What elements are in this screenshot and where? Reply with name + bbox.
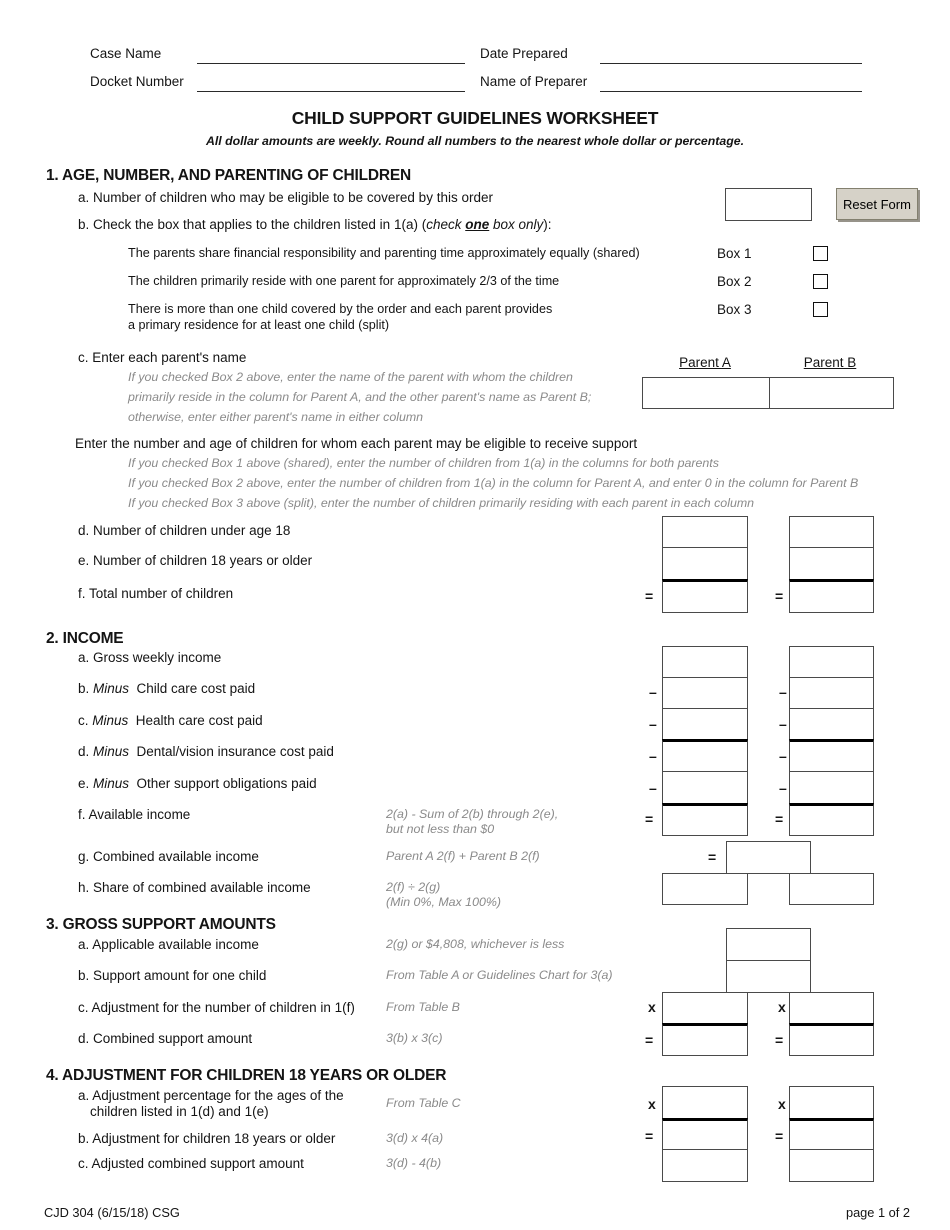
field-2a-label: a. Gross weekly income	[78, 650, 222, 665]
field-1c-note2: primarily reside in the column for Parent A, and the other parent's name as Parent B;	[128, 390, 592, 404]
field-2e-minus-word: Minus	[93, 776, 130, 791]
field-4c-label: c. Adjusted combined support amount	[78, 1156, 304, 1171]
field-2d-rest: Dental/vision insurance cost paid	[129, 744, 334, 759]
field-1b-label-post: ):	[543, 217, 552, 232]
field-2a-parent-a[interactable]	[662, 646, 748, 678]
field-4a-label-line2: children listed in 1(d) and 1(e)	[90, 1104, 269, 1119]
field-2b-label	[78, 681, 255, 696]
field-2c-parent-a[interactable]	[662, 708, 748, 740]
field-2h-parent-a[interactable]	[662, 873, 748, 905]
minus-2c-a: –	[649, 716, 657, 732]
field-1e-parent-a[interactable]	[662, 547, 748, 580]
section3-heading: 3. GROSS SUPPORT AMOUNTS	[46, 916, 276, 933]
field-2e-parent-a[interactable]	[662, 771, 748, 804]
field-2c-minus-word: Minus	[92, 713, 129, 728]
field-1d-label: d. Number of children under age 18	[78, 523, 291, 538]
field-3d-label: d. Combined support amount	[78, 1031, 253, 1046]
reset-form-button[interactable]: Reset Form	[836, 188, 918, 220]
minus-2b-b: –	[779, 684, 787, 700]
field-2f-hint1: 2(a) - Sum of 2(b) through 2(e),	[386, 807, 559, 821]
field-4a-parent-b[interactable]	[789, 1086, 874, 1119]
enter-children-note1: If you checked Box 1 above (shared), enter the number of children from 1(a) in the columns for both parents	[128, 456, 719, 470]
field-4a-hint: From Table C	[386, 1096, 461, 1110]
equals-2f-a: =	[645, 811, 654, 827]
field-1e-parent-b[interactable]	[789, 547, 874, 580]
field-2h-hint2: (Min 0%, Max 100%)	[386, 895, 501, 909]
equals-2f-b: =	[775, 811, 784, 827]
field-3c-label: c. Adjustment for the number of children in 1(f)	[78, 1000, 355, 1015]
field-1f-label: f. Total number of children	[78, 586, 234, 601]
field-3a-hint: 2(g) or $4,808, whichever is less	[386, 937, 565, 951]
field-3a-input[interactable]	[726, 928, 811, 961]
field-2a-parent-b[interactable]	[789, 646, 874, 678]
page-number: page 1 of 2	[845, 1205, 910, 1220]
box1-checkbox[interactable]	[813, 246, 828, 261]
box2-label: Box 2	[717, 274, 752, 289]
minus-2c-b: –	[779, 716, 787, 732]
field-1d-parent-a[interactable]	[662, 516, 748, 548]
equals-2g: =	[708, 849, 717, 865]
field-2b-rest: Child care cost paid	[129, 681, 256, 696]
field-1d-parent-b[interactable]	[789, 516, 874, 548]
option2-text: The children primarily reside with one parent for approximately 2/3 of the time	[128, 274, 560, 288]
section1-heading: 1. AGE, NUMBER, AND PARENTING OF CHILDREN	[46, 167, 411, 184]
field-1b-label-pre: b. Check the box that applies to the children listed in 1(a) (	[78, 217, 427, 232]
field-2h-parent-b[interactable]	[789, 873, 874, 905]
field-4b-parent-a[interactable]	[662, 1118, 748, 1150]
field-2d-parent-b[interactable]	[789, 739, 874, 772]
section2-heading: 2. INCOME	[46, 630, 124, 647]
field-1a-label: a. Number of children who may be eligible to be covered by this order	[78, 190, 493, 205]
times-3c-b: x	[778, 999, 786, 1015]
enter-children-note3: If you checked Box 3 above (split), enter the number of children primarily residing with each parent in each column	[128, 496, 755, 510]
field-2d-parent-a[interactable]	[662, 739, 748, 772]
parent-name-fields	[642, 377, 894, 409]
minus-2d-b: –	[779, 748, 787, 764]
parent-b-header: Parent B	[803, 355, 857, 370]
minus-2e-b: –	[779, 780, 787, 796]
equals-1f-a: =	[645, 588, 654, 604]
minus-2e-a: –	[649, 780, 657, 796]
option1-text: The parents share financial responsibility and parenting time approximately equally (shared)	[128, 246, 640, 260]
field-2c-parent-b[interactable]	[789, 708, 874, 740]
equals-4b-b: =	[775, 1128, 784, 1144]
field-2d-label	[78, 744, 334, 759]
field-2d-pre: d.	[78, 744, 94, 759]
minus-2b-a: –	[649, 684, 657, 700]
field-3d-hint: 3(b) x 3(c)	[386, 1031, 443, 1045]
section4-heading: 4. ADJUSTMENT FOR CHILDREN 18 YEARS OR OLDER	[46, 1067, 447, 1084]
case-name-label: Case Name	[90, 46, 162, 61]
field-1b-label-italic2: box only	[489, 217, 544, 232]
field-2g-hint: Parent A 2(f) + Parent B 2(f)	[386, 849, 540, 863]
case-name-field[interactable]	[197, 44, 465, 64]
parent-a-header: Parent A	[679, 355, 731, 370]
field-2f-parent-a[interactable]	[662, 803, 748, 836]
field-1e-label: e. Number of children 18 years or older	[78, 553, 313, 568]
field-2c-rest: Health care cost paid	[128, 713, 263, 728]
field-3c-parent-a[interactable]	[662, 992, 748, 1024]
field-2b-pre: b.	[78, 681, 94, 696]
field-2g-combined[interactable]	[726, 841, 811, 874]
parent-b-name-field[interactable]	[770, 378, 893, 408]
field-3d-parent-a[interactable]	[662, 1023, 748, 1056]
field-4c-parent-a[interactable]	[662, 1149, 748, 1182]
page-subtitle: All dollar amounts are weekly. Round all numbers to the nearest whole dollar or percentage.	[205, 134, 744, 148]
field-2d-minus-word: Minus	[93, 744, 130, 759]
field-3a-label: a. Applicable available income	[78, 937, 259, 952]
field-4c-parent-b[interactable]	[789, 1149, 874, 1182]
field-4a-label-line1: a. Adjustment percentage for the ages of the	[78, 1088, 344, 1103]
box3-checkbox[interactable]	[813, 302, 828, 317]
equals-4b-a: =	[645, 1128, 654, 1144]
field-2h-label: h. Share of combined available income	[78, 880, 311, 895]
field-2e-parent-b[interactable]	[789, 771, 874, 804]
field-2g-label: g. Combined available income	[78, 849, 259, 864]
times-3c-a: x	[648, 999, 656, 1015]
option3-text-line2: a primary residence for at least one child (split)	[128, 318, 390, 332]
preparer-field[interactable]	[600, 72, 862, 92]
times-4a-b: x	[778, 1096, 786, 1112]
equals-3d-a: =	[645, 1032, 654, 1048]
equals-3d-b: =	[775, 1032, 784, 1048]
field-1f-parent-b[interactable]	[789, 579, 874, 613]
equals-1f-b: =	[775, 588, 784, 604]
docket-number-label: Docket Number	[90, 74, 184, 89]
box3-label: Box 3	[717, 302, 752, 317]
field-2b-minus-word: Minus	[93, 681, 130, 696]
parent-a-name-field[interactable]	[643, 378, 769, 408]
option3-text-line1: There is more than one child covered by the order and each parent provides	[128, 302, 553, 316]
field-1f-parent-a[interactable]	[662, 579, 748, 613]
field-3c-hint: From Table B	[386, 1000, 460, 1014]
field-1b-label	[78, 217, 552, 232]
form-number: CJD 304 (6/15/18) CSG	[44, 1205, 180, 1220]
box1-label: Box 1	[717, 246, 752, 261]
field-4a-parent-a[interactable]	[662, 1086, 748, 1119]
field-4c-hint: 3(d) - 4(b)	[386, 1156, 442, 1170]
field-2c-label	[78, 713, 263, 728]
field-4b-label: b. Adjustment for children 18 years or older	[78, 1131, 336, 1146]
field-1c-note1: If you checked Box 2 above, enter the name of the parent with whom the children	[128, 370, 573, 384]
field-2f-parent-b[interactable]	[789, 803, 874, 836]
field-2h-hint1: 2(f) ÷ 2(g)	[386, 880, 441, 894]
field-2f-label: f. Available income	[78, 807, 191, 822]
box2-checkbox[interactable]	[813, 274, 828, 289]
field-2e-label	[78, 776, 317, 791]
times-4a-a: x	[648, 1096, 656, 1112]
docket-number-field[interactable]	[197, 72, 465, 92]
field-2f-hint2: but not less than $0	[386, 822, 495, 836]
field-3b-hint: From Table A or Guidelines Chart for 3(a)	[386, 968, 613, 982]
field-2b-parent-a[interactable]	[662, 677, 748, 709]
field-2c-pre: c.	[78, 713, 93, 728]
field-2e-pre: e.	[78, 776, 94, 791]
field-3c-parent-b[interactable]	[789, 992, 874, 1024]
enter-children-heading: Enter the number and age of children for whom each parent may be eligible to receive support	[75, 436, 638, 451]
field-1c-label: c. Enter each parent's name	[78, 350, 247, 365]
field-2e-rest: Other support obligations paid	[129, 776, 317, 791]
minus-2d-a: –	[649, 748, 657, 764]
field-1b-label-italic1: check	[426, 217, 466, 232]
date-prepared-label: Date Prepared	[480, 46, 568, 61]
field-4b-parent-b[interactable]	[789, 1118, 874, 1150]
field-4b-hint: 3(d) x 4(a)	[386, 1131, 444, 1145]
field-1c-note3: otherwise, enter either parent's name in either column	[128, 410, 424, 424]
page-title: CHILD SUPPORT GUIDELINES WORKSHEET	[291, 108, 659, 128]
field-2b-parent-b[interactable]	[789, 677, 874, 709]
field-3b-input[interactable]	[726, 960, 811, 993]
date-prepared-field[interactable]	[600, 44, 862, 64]
preparer-label: Name of Preparer	[480, 74, 588, 89]
enter-children-note2: If you checked Box 2 above, enter the number of children from 1(a) in the column for Parent A, and enter 0 in the column for Parent B	[128, 476, 859, 490]
field-3d-parent-b[interactable]	[789, 1023, 874, 1056]
field-1b-label-one: one	[465, 217, 490, 232]
field-1a-input[interactable]	[725, 188, 812, 221]
field-3b-label: b. Support amount for one child	[78, 968, 267, 983]
